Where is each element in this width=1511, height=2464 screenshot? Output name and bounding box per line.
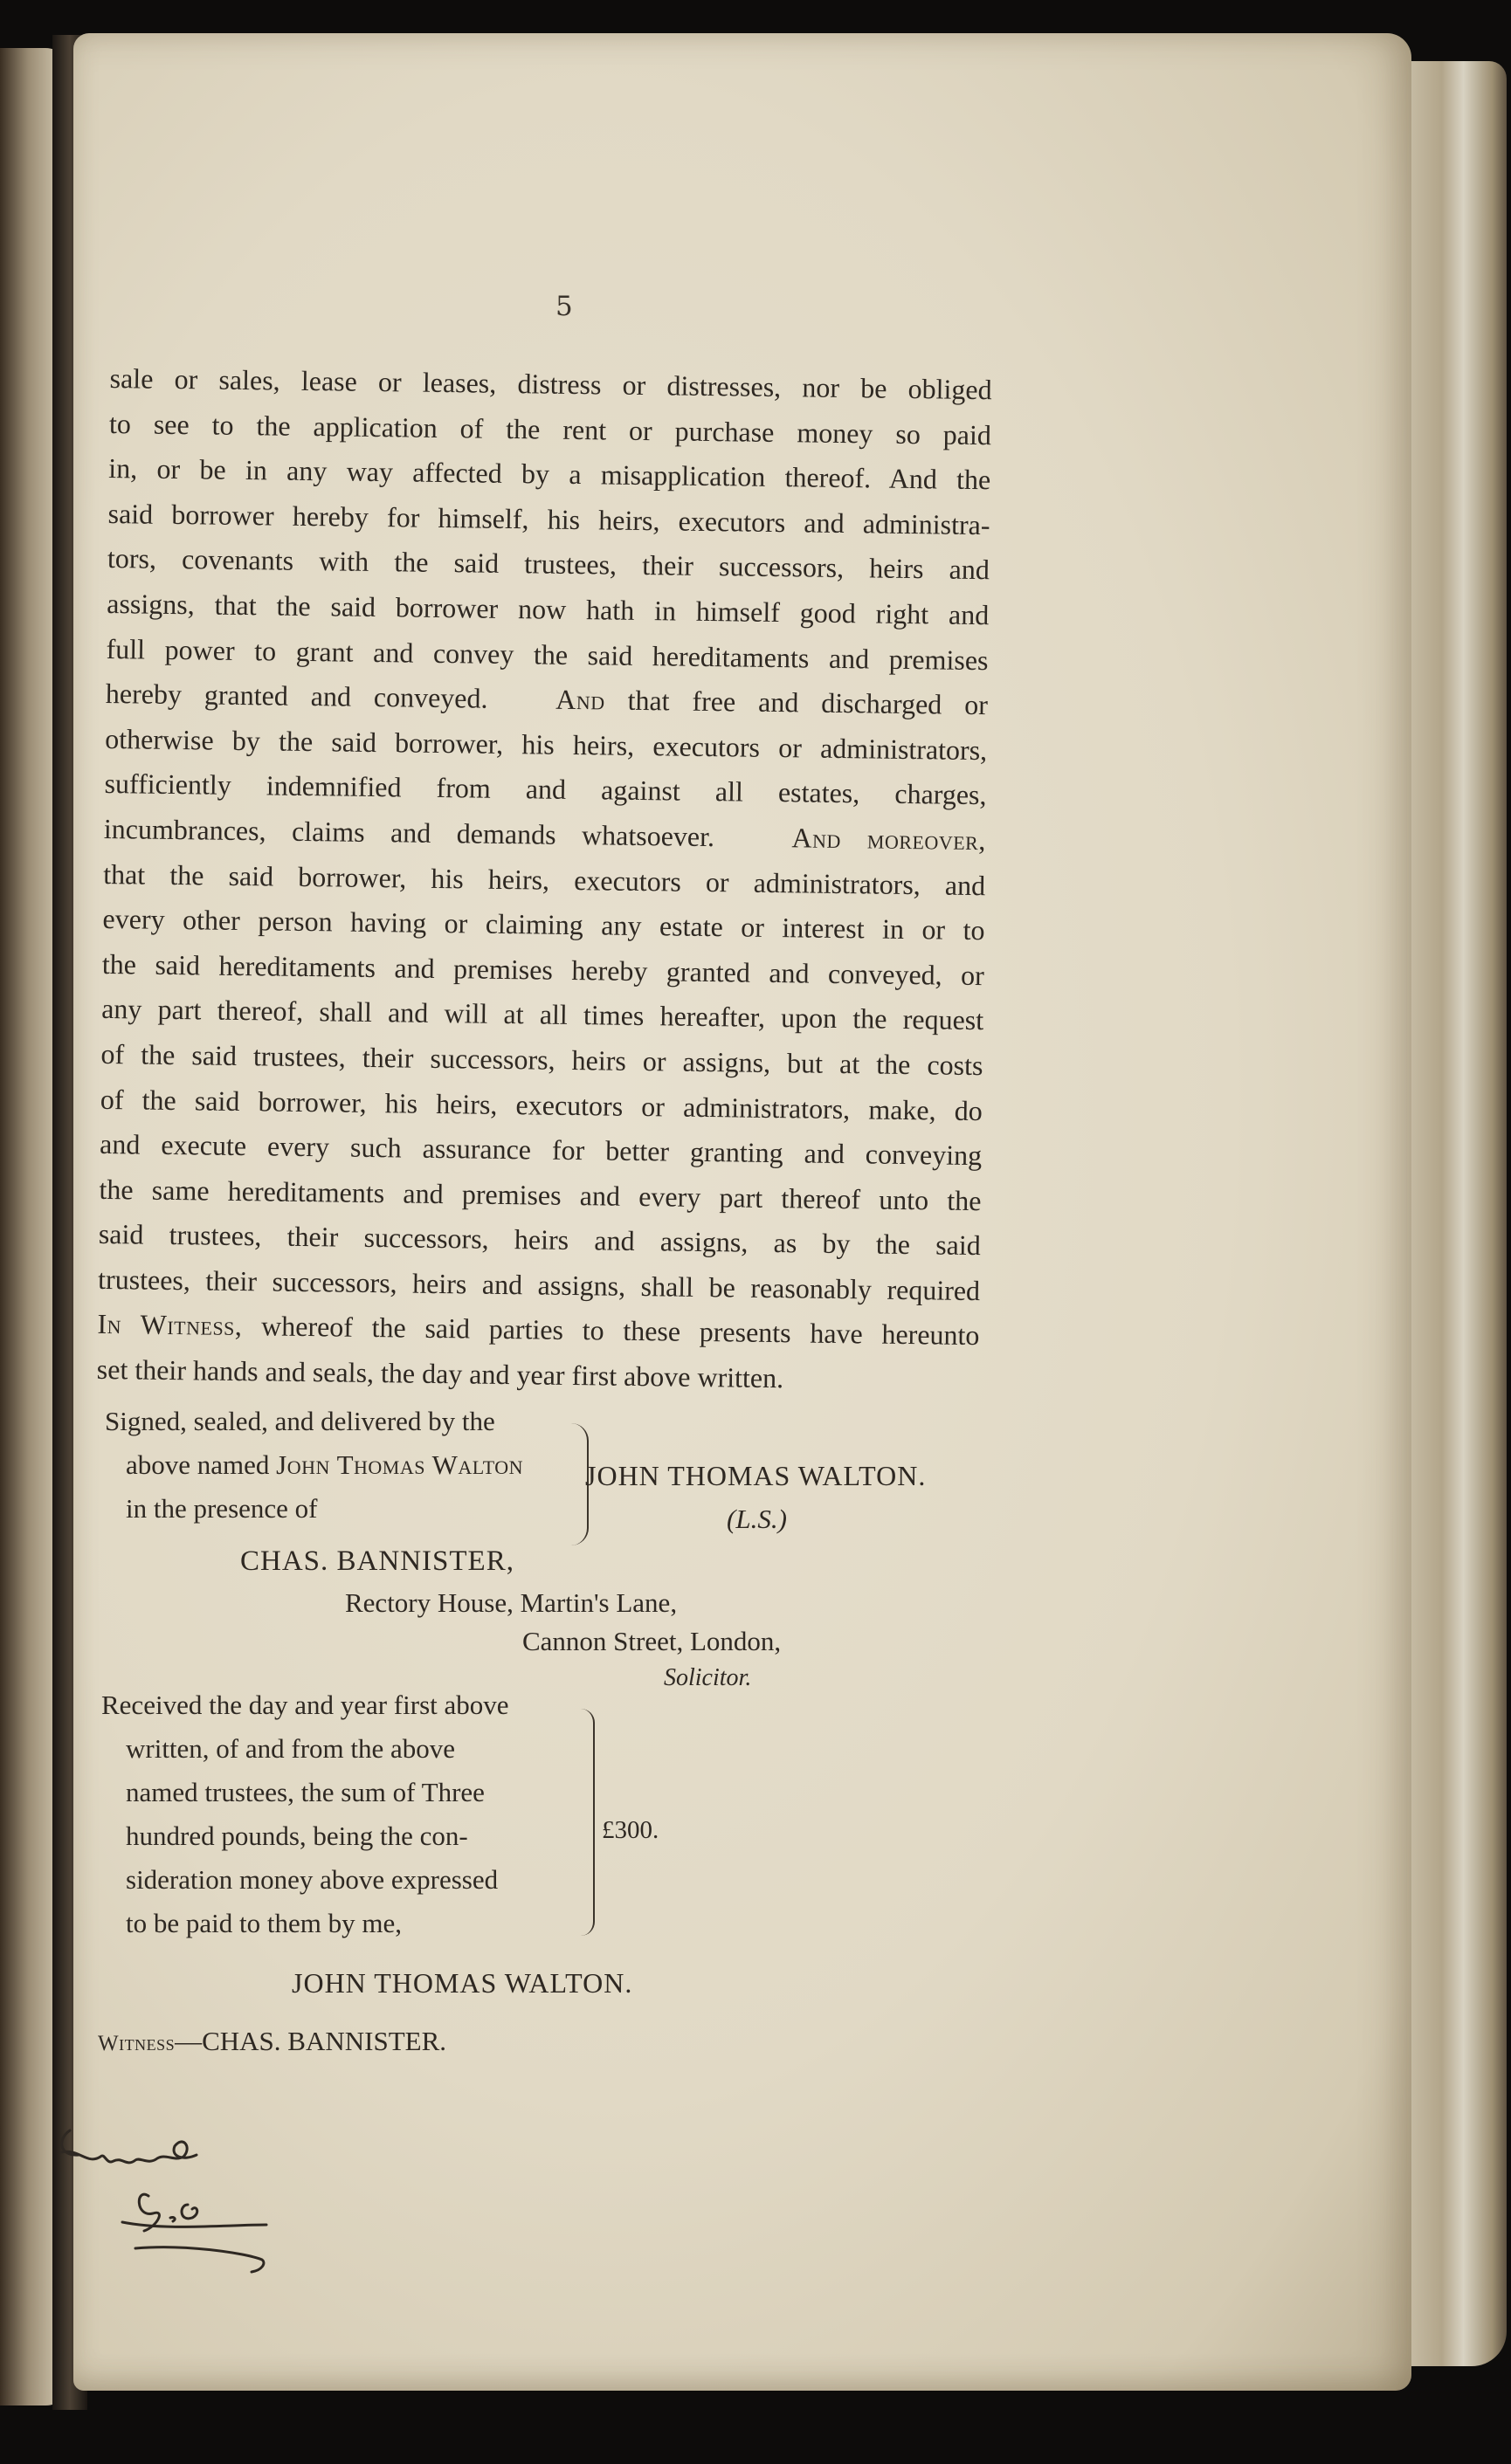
body-line: set their hands and seals, the day and year first above written.: [96, 1352, 784, 1394]
body-fragment: incumbrances, claims and demands whatsoever.: [103, 812, 715, 853]
witness-role: Solicitor.: [664, 1664, 752, 1691]
attestation-name: John Thomas Walton: [276, 1449, 524, 1480]
witness-footer: [98, 2026, 446, 2057]
body-line: and execute every such assurance for better granting and conveying: [99, 1128, 983, 1172]
body-line: to see to the application of the rent or purchase money so paid: [108, 407, 992, 451]
body-line: assigns, that the said borrower now hath in himself good right and: [107, 587, 990, 631]
small-caps-and-moreover: And moreover,: [791, 822, 987, 857]
receipt-signatory: JOHN THOMAS WALTON.: [292, 1967, 633, 1999]
body-fragment: hereby granted and conveyed.: [105, 678, 488, 714]
receipt-line: to be paid to them by me,: [126, 1908, 402, 1938]
witness-address-line: Rectory House, Martin's Lane,: [345, 1587, 678, 1618]
body-line: said trustees, their successors, heirs and assigns, as by the said: [98, 1218, 981, 1262]
body-line: that the said borrower, his heirs, executors or administrators, and: [103, 857, 986, 901]
handwritten-examined-annotation: [52, 2122, 314, 2288]
body-line: every other person having or claiming any estate or interest in or to: [102, 903, 985, 946]
signatory-name: JOHN THOMAS WALTON.: [585, 1460, 927, 1491]
attestation-prefix: above named: [126, 1449, 270, 1480]
body-line: said borrower hereby for himself, his heirs, executors and administra-: [107, 497, 990, 540]
receipt-line: written, of and from the above: [126, 1733, 456, 1764]
witness-text: —CHAS. BANNISTER.: [175, 2026, 447, 2056]
body-line: any part thereof, shall and will at all times hereafter, upon the request: [100, 993, 984, 1036]
brace: [577, 1709, 595, 1936]
attestation-line: Signed, sealed, and delivered by the: [105, 1406, 495, 1436]
page-number: 5: [555, 291, 573, 322]
body-line: tors, covenants with the said trustees, their successors, heirs and: [107, 542, 990, 586]
attestation-line: in the presence of: [126, 1493, 318, 1524]
body-line: the said hereditaments and premises hereby granted and conveyed, or: [101, 947, 985, 991]
receipt-line: sideration money above expressed: [126, 1864, 499, 1895]
body-line: sale or sales, lease or leases, distress or distresses, nor be obliged: [109, 361, 992, 406]
body-line: in, or be in any way affected by a misapplication thereof. And the: [108, 452, 991, 496]
seal-mark: (L.S.): [727, 1504, 787, 1534]
witness-name: CHAS. BANNISTER,: [240, 1545, 514, 1577]
body-line: of the said borrower, his heirs, executors or administrators, make, do: [100, 1083, 983, 1126]
body-line: trustees, their successors, heirs and assigns, shall be reasonably required: [97, 1263, 981, 1307]
small-caps-in-witness: In Witness,: [97, 1308, 243, 1342]
receipt-line: named trustees, the sum of Three: [126, 1777, 485, 1807]
witness-label: Witness: [98, 2032, 176, 2055]
receipt-amount: £300.: [602, 1816, 659, 1844]
body-line: full power to grant and convey the said hereditaments and premises: [106, 632, 989, 676]
body-line: of the said trustees, their successors, heirs or assigns, but at the costs: [100, 1037, 983, 1082]
body-fragment: whereof the said parties to these presents have hereunto: [260, 1310, 980, 1352]
small-caps-and: And: [555, 683, 605, 716]
body-line: otherwise by the said borrower, his heirs, executors or administrators,: [105, 722, 988, 766]
receipt-line: Received the day and year first above: [101, 1690, 509, 1720]
body-line: sufficiently indemnified from and against all estates, charges,: [104, 767, 987, 811]
body-line: the same hereditaments and premises and every part thereof unto the: [99, 1173, 982, 1216]
deed-body-text: [96, 356, 991, 1404]
body-fragment: that free and discharged or: [627, 684, 989, 721]
attestation-line: [126, 1449, 523, 1481]
receipt-line: hundred pounds, being the con-: [126, 1820, 468, 1851]
witness-address-line: Cannon Street, London,: [522, 1626, 782, 1656]
